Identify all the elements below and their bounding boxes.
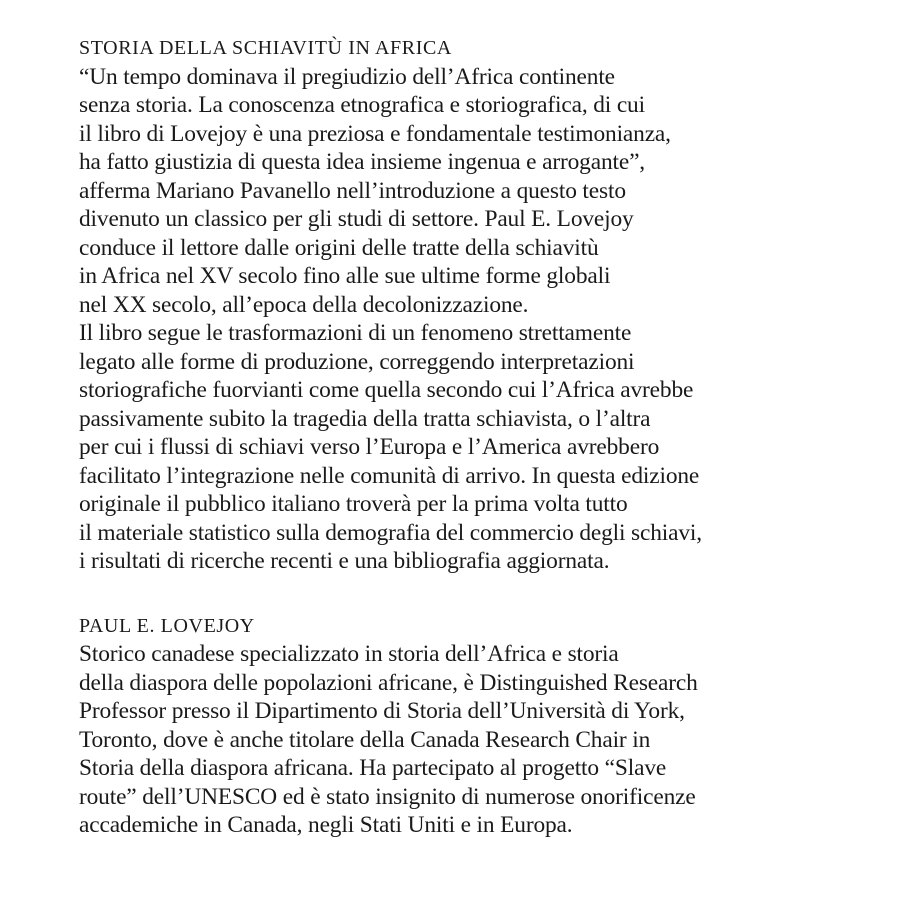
- author-name-heading: PAUL E. LOVEJOY: [79, 614, 255, 637]
- description-line: facilitato l’integrazione nelle comunità di arrivo. In questa edizione: [79, 462, 700, 489]
- description-line: i risultati di ricerche recenti e una bibliografia aggiornata.: [79, 548, 610, 574]
- description-line: senza storia. La conoscenza etnografica e storiografica, di cui: [79, 92, 645, 118]
- bio-line: Professor presso il Dipartimento di Storia dell’Università di York,: [79, 698, 685, 724]
- description-line: divenuto un classico per gli studi di settore. Paul E. Lovejoy: [79, 206, 634, 232]
- description-line: per cui i flussi di schiavi verso l’Europa e l’America avrebbero: [79, 434, 660, 460]
- description-line: storiografiche fuorvianti come quella secondo cui l’Africa avrebbe: [79, 377, 694, 403]
- description-line: nel XX secolo, all’epoca della decolonizzazione.: [79, 291, 529, 318]
- description-line: legato alle forme di produzione, correggendo interpretazioni: [79, 348, 635, 375]
- book-back-cover-text: [79, 34, 879, 840]
- book-title-heading: STORIA DELLA SCHIAVITÙ IN AFRICA: [79, 37, 452, 59]
- bio-line: Storia della diaspora africana. Ha partecipato al progetto “Slave: [79, 755, 667, 781]
- description-line: il libro di Lovejoy è una preziosa e fondamentale testimonianza,: [79, 120, 671, 147]
- bio-line: accademiche in Canada, negli Stati Uniti e in Europa.: [79, 812, 573, 838]
- description-line: “Un tempo dominava il pregiudizio dell’Africa continente: [79, 63, 615, 90]
- bio-line: Toronto, dove è anche titolare della Canada Research Chair in: [79, 726, 651, 753]
- author-bio-section: [79, 612, 879, 840]
- section-spacer: [79, 576, 879, 612]
- description-line: Il libro segue le trasformazioni di un fenomeno strettamente: [79, 320, 632, 346]
- description-line: ha fatto giustizia di questa idea insieme ingenua e arrogante”,: [79, 149, 645, 175]
- description-line: conduce il lettore dalle origini delle tratte della schiavitù: [79, 234, 599, 261]
- bio-line: della diaspora delle popolazioni africane, è Distinguished Research: [79, 669, 698, 696]
- description-line: il materiale statistico sulla demografia del commercio degli schiavi,: [79, 519, 702, 546]
- bio-line: route” dell’UNESCO ed è stato insignito di numerose onorificenze: [79, 783, 696, 810]
- bio-line: Storico canadese specializzato in storia dell’Africa e storia: [79, 641, 619, 667]
- description-line: in Africa nel XV secolo fino alle sue ultime forme globali: [79, 263, 611, 289]
- description-line: originale il pubblico italiano troverà per la prima volta tutto: [79, 491, 628, 517]
- description-line: passivamente subito la tragedia della tratta schiavista, o l’altra: [79, 405, 651, 432]
- description-line: afferma Mariano Pavanello nell’introduzione a questo testo: [79, 177, 626, 204]
- book-description-section: [79, 34, 879, 576]
